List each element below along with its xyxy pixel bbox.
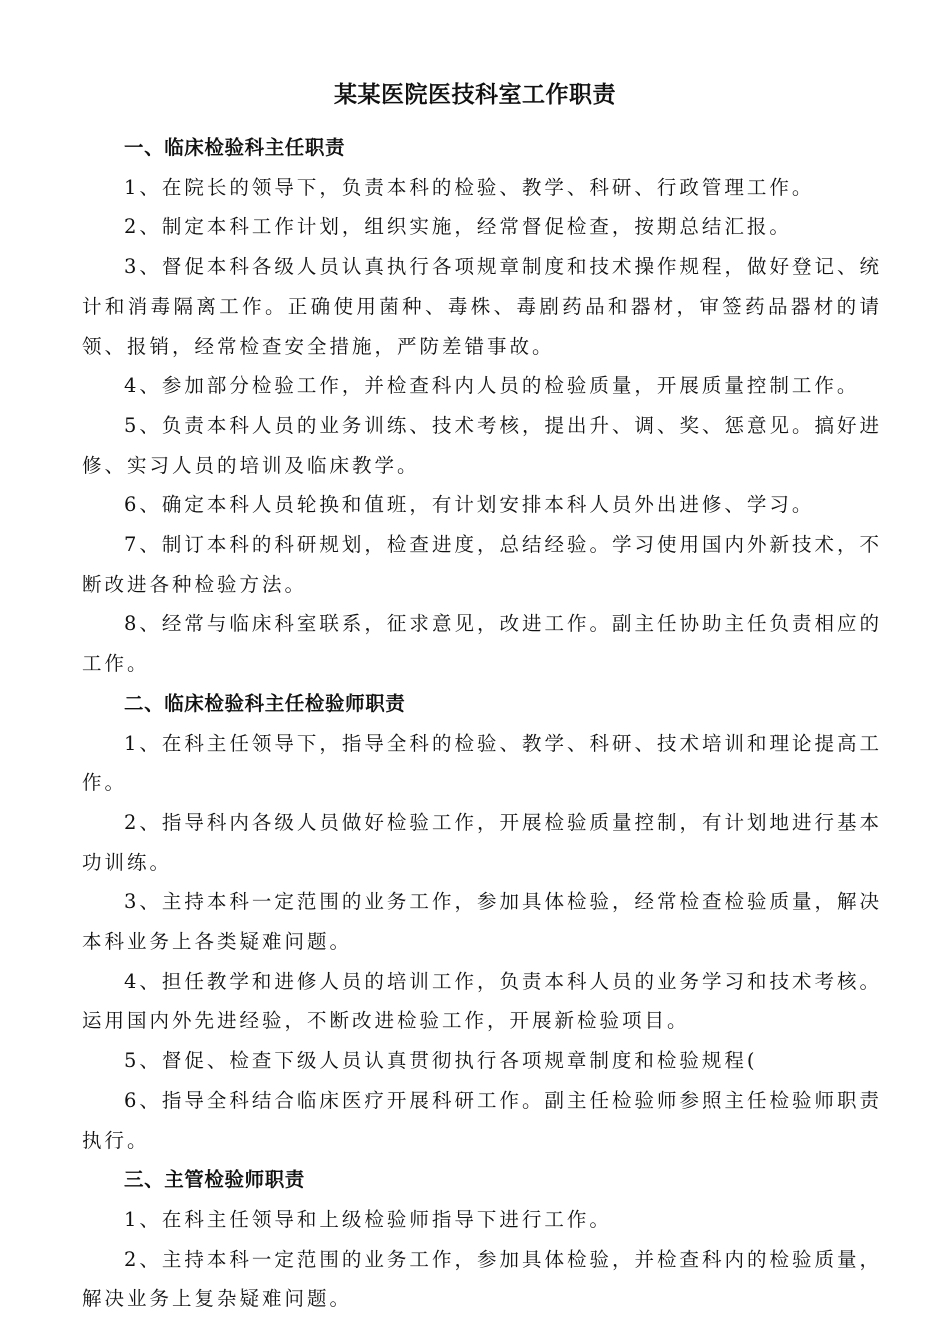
- duty-item: 5、负责本科人员的业务训练、技术考核，提出升、调、奖、惩意见。搞好进修、实习人员的培训及临床教学。: [82, 413, 882, 477]
- duty-item: 6、确定本科人员轮换和值班，有计划安排本科人员外出进修、学习。: [124, 493, 815, 517]
- duty-item: 4、参加部分检验工作，并检查科内人员的检验质量，开展质量控制工作。: [124, 374, 860, 398]
- duty-item: 1、在科主任领导和上级检验师指导下进行工作。: [124, 1207, 612, 1231]
- duty-item: 1、在科主任领导下，指导全科的检验、教学、科研、技术培训和理论提高工作。: [82, 731, 882, 795]
- duty-item: 6、指导全科结合临床医疗开展科研工作。副主任检验师参照主任检验师职责执行。: [82, 1088, 882, 1152]
- duty-item: 3、督促本科各级人员认真执行各项规章制度和技术操作规程，做好登记、统计和消毒隔离工作。正确使用菌种、毒株、毒剧药品和器材，审签药品器材的请领、报销，经常检查安全措施，严防差错事故。: [82, 255, 882, 358]
- duty-item: 5、督促、检查下级人员认真贯彻执行各项规章制度和检验规程(: [124, 1049, 758, 1073]
- duty-item: 1、在院长的领导下，负责本科的检验、教学、科研、行政管理工作。: [124, 175, 815, 199]
- duty-item: 2、主持本科一定范围的业务工作，参加具体检验，并检查科内的检验质量，解决业务上复杂疑难问题。: [82, 1247, 882, 1311]
- document-body: [82, 128, 882, 1319]
- section-chief-technologist: [82, 684, 882, 1160]
- duty-item: 4、担任教学和进修人员的培训工作，负责本科人员的业务学习和技术考核。运用国内外先进经验，不断改进检验工作，开展新检验项目。: [82, 969, 882, 1033]
- duty-item: 7、制订本科的科研规划，检查进度，总结经验。学习使用国内外新技术，不断改进各种检验方法。: [82, 533, 882, 596]
- duty-item: 3、主持本科一定范围的业务工作，参加具体检验，经常检查检验质量，解决本科业务上各类疑难问题。: [82, 890, 882, 954]
- section-lab-director: [82, 128, 882, 684]
- section-supervising-technologist: [82, 1160, 882, 1319]
- section-heading: 二、临床检验科主任检验师职责: [124, 691, 406, 715]
- document-title: 某某医院医技科室工作职责: [334, 82, 616, 109]
- section-heading: 三、主管检验师职责: [124, 1168, 305, 1192]
- duty-item: 8、经常与临床科室联系，征求意见，改进工作。副主任协助主任负责相应的工作。: [82, 612, 882, 676]
- duty-item: 2、制定本科工作计划，组织实施，经常督促检查，按期总结汇报。: [124, 215, 792, 239]
- section-heading: 一、临床检验科主任职责: [124, 136, 346, 159]
- duty-item: 2、指导科内各级人员做好检验工作，开展检验质量控制，有计划地进行基本功训练。: [82, 810, 882, 874]
